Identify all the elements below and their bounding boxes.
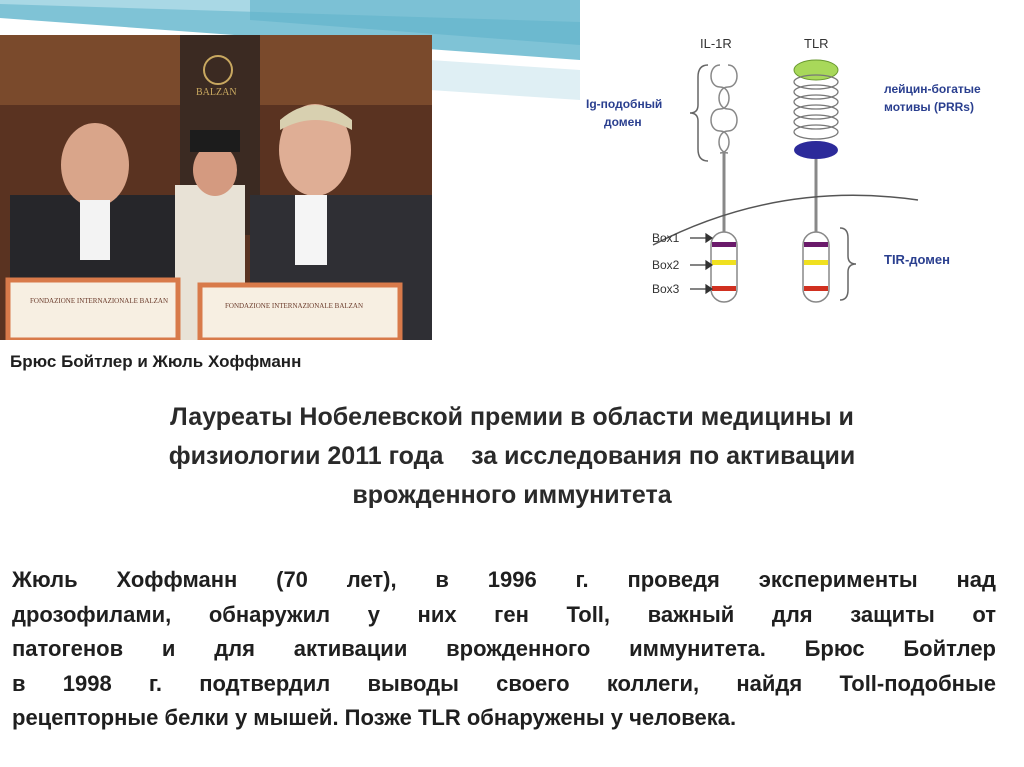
tlr-lrr-coil	[794, 60, 838, 159]
slide-heading	[20, 398, 1004, 515]
tir-domain-brace	[840, 228, 856, 300]
ig-domain-brace	[690, 65, 708, 161]
label-box2: Box2	[652, 258, 680, 272]
label-il1r: IL-1R	[700, 36, 732, 51]
body-line-5: рецепторные белки у мышей. Позже TLR обнаружены у человека.	[12, 705, 737, 730]
label-lrr-line1: лейцин-богатые	[884, 82, 981, 96]
body-line-1: Жюль Хоффманн (70 лет), в 1996 г. проведя эксперименты над	[12, 567, 996, 592]
il1r-tir-domain	[711, 232, 737, 302]
label-ig-domain-line2: домен	[604, 115, 642, 129]
tlr-tir-domain	[803, 232, 829, 302]
label-ig-domain-line1: Ig-подобный	[586, 97, 663, 111]
label-box1: Box1	[652, 231, 680, 245]
box-arrows	[690, 234, 712, 293]
body-line-2: дрозофилами, обнаружил у них ген Toll, важный для защиты от	[12, 601, 996, 627]
il1r-ig-loops	[711, 65, 737, 153]
label-box3: Box3	[652, 282, 680, 296]
laureates-photo-illustration	[0, 35, 432, 340]
label-tlr: TLR	[804, 36, 829, 51]
receptor-diagram	[578, 20, 1018, 320]
heading-line-1: Лауреаты Нобелевской премии в области медицины и	[170, 403, 854, 431]
photo-caption: Брюс Бойтлер и Жюль Хоффманн	[10, 352, 302, 371]
certificate-text-left: FONDAZIONE INTERNAZIONALE BALZAN	[30, 297, 169, 305]
heading-line-2: физиологии 2011 года за исследования по активации	[168, 442, 856, 470]
laureates-photo	[0, 35, 432, 340]
certificate-text-right: FONDAZIONE INTERNAZIONALE BALZAN	[225, 302, 364, 310]
body-line-4: в 1998 г. подтвердил выводы своего коллеги, найдя Toll-подобные	[12, 670, 996, 696]
body-paragraph	[12, 563, 996, 736]
heading-line-3: врожденного иммунитета	[352, 481, 672, 509]
label-tir-domain: TIR-домен	[884, 252, 950, 267]
banner-label: BALZAN	[196, 87, 237, 98]
body-line-3: патогенов и для активации врожденного иммунитета. Брюс Бойтлер	[12, 636, 996, 661]
label-lrr-line2: мотивы (PRRs)	[884, 100, 974, 114]
